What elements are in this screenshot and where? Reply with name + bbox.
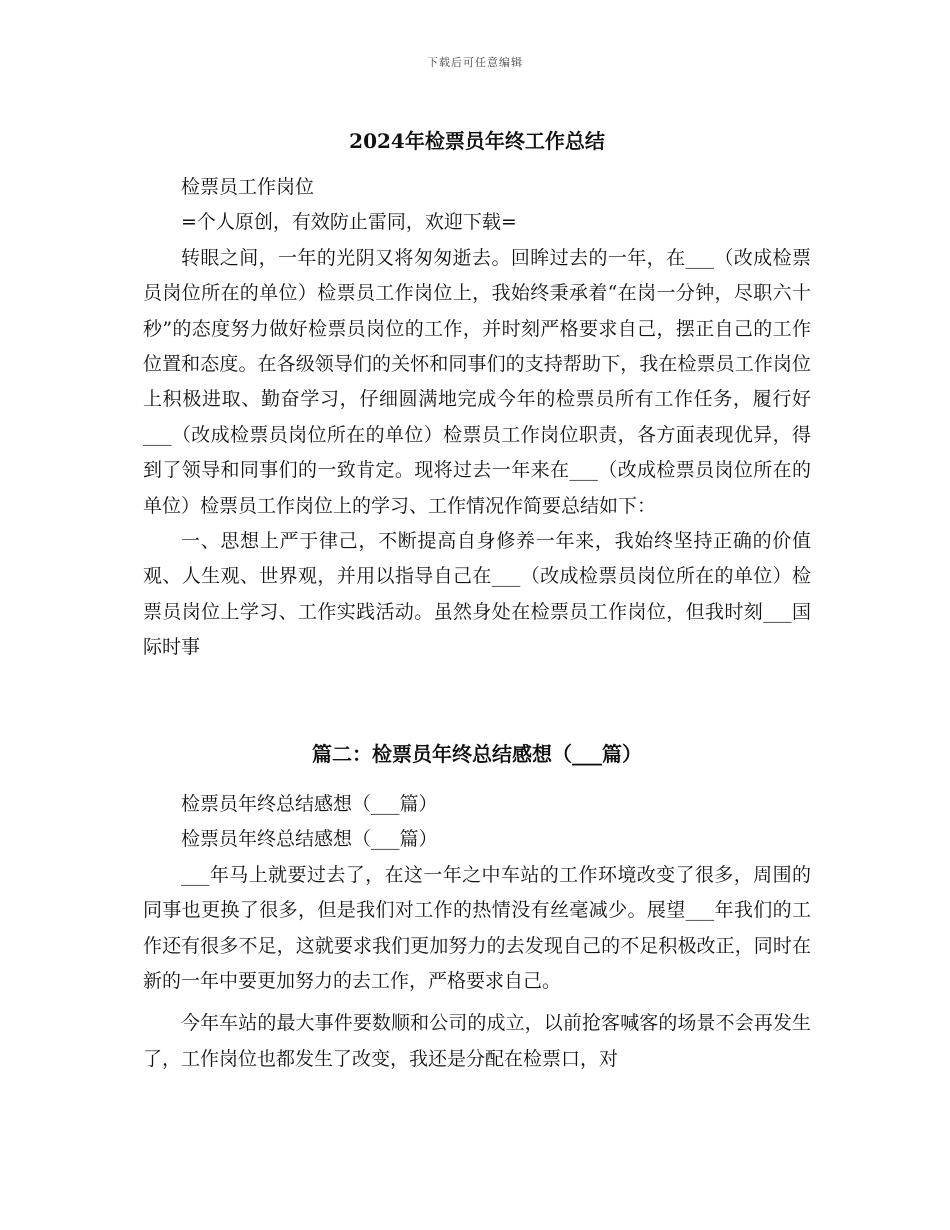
section2-body xyxy=(143,787,811,1077)
section2-line-2: 检票员年终总结感想（___篇） xyxy=(181,828,438,851)
section1-line-1: 检票员工作岗位 xyxy=(181,176,315,198)
section2-title-wrap xyxy=(143,738,811,767)
section1-body xyxy=(143,170,811,666)
paragraph-gap xyxy=(143,999,811,1006)
section2-paragraph-1: ___年马上就要过去了，在这一年之中车站的工作环境改变了很多，周围的同事也更换了很多，但是我们对工作的热情没有丝毫减少。展望___年我们的工作还有很多不足，这就要求我们更加努力的去发现自己的不足积极改正，同时在新的一年中要更加努力的去工作，严格要求自己。 xyxy=(143,863,811,993)
section1-title-wrap xyxy=(143,125,811,154)
section1-paragraph-2: 一、思想上严于律己，不断提高自身修养一年来，我始终坚持正确的价值观、人生观、世界观，并用以指导自己在___（改成检票员岗位所在的单位）检票员岗位上学习、工作实践活动。虽然身处在检票员工作岗位，但我时刻___国际时事 xyxy=(143,530,811,659)
section1-line-2: =个人原创，有效防止雷同，欢迎下载= xyxy=(181,211,517,234)
section1-title: 2024年检票员年终工作总结 xyxy=(349,129,605,153)
section2-title: 篇二：检票员年终总结感想（___篇） xyxy=(312,742,642,766)
section2-paragraph-2: 今年车站的最大事件要数顺和公司的成立，以前抢客喊客的场景不会再发生了，工作岗位也都发生了改变，我还是分配在检票口，对 xyxy=(143,1012,811,1070)
section2-line-1: 检票员年终总结感想（___篇） xyxy=(181,793,438,815)
header-note: 下载后可任意编辑 xyxy=(427,56,523,69)
section1-paragraph-1: 转眼之间，一年的光阴又将匆匆逝去。回眸过去的一年，在___（改成检票员岗位所在的单位）检票员工作岗位上，我始终秉承着“在岗一分钟，尽职六十秒”的态度努力做好检票员岗位的工作，并时刻严格要求自己，摆正自己的工作位置和态度。在各级领导们的关怀和同事们的支持帮助下，我在检票员工作岗位上积极进取、勤奋学习，仔细圆满地完成今年的检票员所有工作任务，履行好___（改成检票员岗位所在的单位）检票员工作岗位职责，各方面表现优异，得到了领导和同事们的一致肯定。现将过去一年来在___（改成检票员岗位所在的单位）检票员工作岗位上的学习、工作情况作简要总结如下： xyxy=(143,246,811,517)
